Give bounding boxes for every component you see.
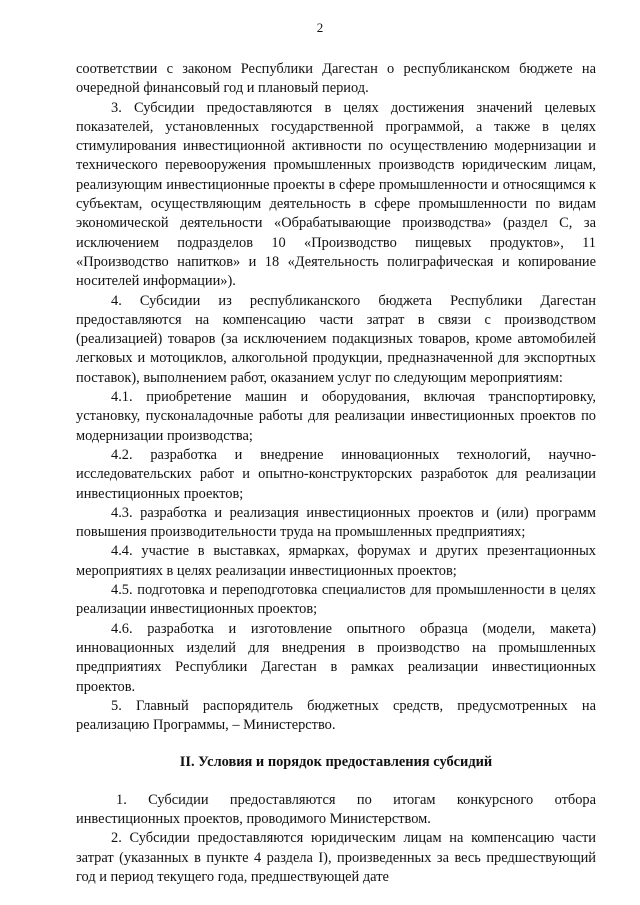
paragraph-4-4: 4.4. участие в выставках, ярмарках, форумах и других презентационных мероприятиях в целях реализации инвестиционных проектов; <box>76 543 596 579</box>
document-body <box>76 60 596 887</box>
paragraph-continuation: соответствии с законом Республики Дагестан о республиканском бюджете на очередной финансовый год и плановый период. <box>76 61 596 97</box>
paragraph-4: 4. Субсидии из республиканского бюджета Республики Дагестан предоставляются на компенсацию части затрат в связи с производством (реализацией) товаров (за исключением подакцизных товаров, кроме автомобилей легковых и мотоциклов, алкогольной продукции, предназначенной для экспортных поставок), выполнением работ, оказанием услуг по следующим мероприятиям: <box>76 292 596 386</box>
paragraph-4-1: 4.1. приобретение машин и оборудования, включая транспортировку, установку, пусконаладочные работы для реализации инвестиционных проектов по модернизации производства; <box>76 389 596 444</box>
section-2-paragraph-2: 2. Субсидии предоставляются юридическим лицам на компенсацию части затрат (указанных в пункте 4 раздела I), произведенных за весь предшествующий год и период текущего года, предшествующей дате <box>76 830 596 885</box>
paragraph-4-5: 4.5. подготовка и переподготовка специалистов для промышленности в целях реализации инвестиционных проектов; <box>76 582 596 618</box>
paragraph-5: 5. Главный распорядитель бюджетных средств, предусмотренных на реализацию Программы, – Министерство. <box>76 697 596 734</box>
paragraph-4-3: 4.3. разработка и реализация инвестиционных проектов и (или) программ повышения производительности труда на промышленных предприятиях; <box>76 504 596 541</box>
paragraph-4-2: 4.2. разработка и внедрение инновационных технологий, научно-исследовательских работ и опытно-конструкторских разработок для реализации инвестиционных проектов; <box>76 446 596 502</box>
section-2-paragraph-1: 1. Субсидии предоставляются по итогам конкурсного отбора инвестиционных проектов, проводимого Министерством. <box>76 791 596 827</box>
paragraph-3: 3. Субсидии предоставляются в целях достижения значений целевых показателей, установленных государственной программой, а также в целях стимулирования инвестиционной активности по осуществлению модернизации и технического перевооружения промышленных производств юридическим лицам, реализующим инвестиционные проекты в сфере промышленности и относящимся к субъектам, осуществляющим деятельность в сфере промышленности по видам экономической деятельности «Обрабатывающие производства» (раздел С, за исключением подразделов 10 «Производство пищевых продуктов», 11 «Производство напитков» и 18 «Деятельность полиграфическая и копирование носителей информации»). <box>76 99 596 290</box>
paragraph-4-6: 4.6. разработка и изготовление опытного образца (модели, макета) инновационных изделий для внедрения в производство на промышленных предприятиях Республики Дагестан в рамках реализации инвестиционных проектов. <box>76 620 596 695</box>
page-number: 2 <box>316 20 324 35</box>
section-2-heading: II. Условия и порядок предоставления субсидий <box>179 754 493 771</box>
